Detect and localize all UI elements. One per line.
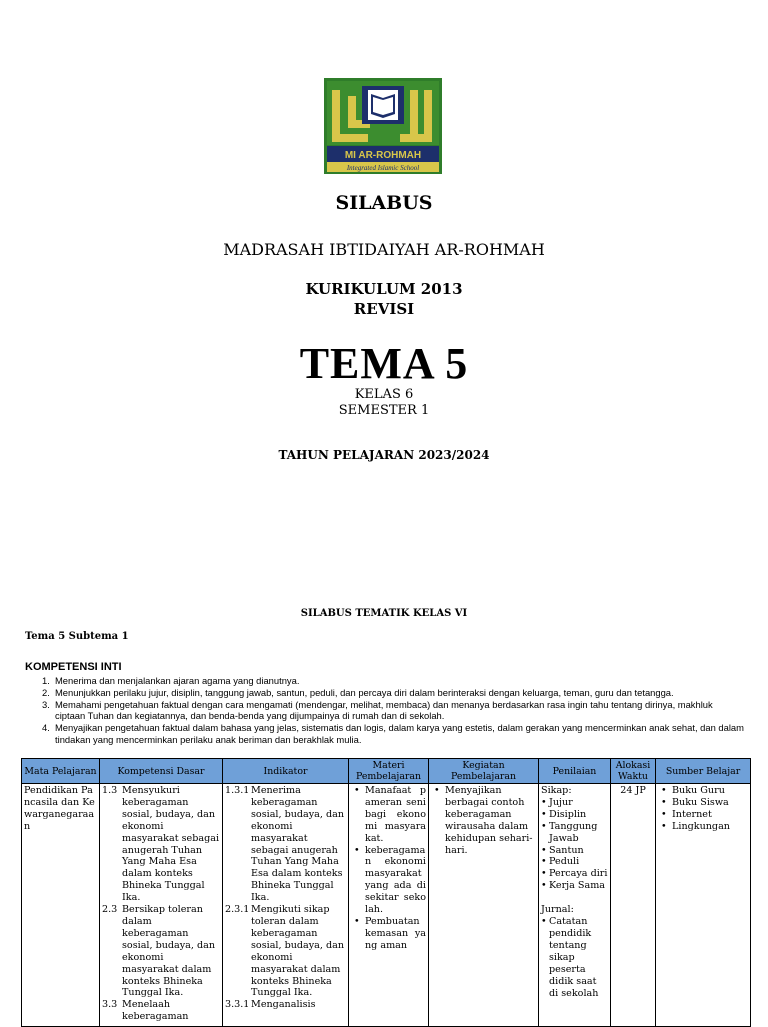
col-header: Penilaian xyxy=(539,759,611,784)
sikap-item: • Santun xyxy=(541,845,608,857)
academic-year: TAHUN PELAJARAN 2023/2024 xyxy=(278,448,490,462)
section-title: SILABUS TEMATIK KELAS VI xyxy=(300,608,468,619)
table-header-row xyxy=(22,759,751,784)
materi-item: • keberagaman ekonomi masyarakat yang ada di sekitar sekolah. xyxy=(351,845,426,916)
indicator-item: 3.3.1 Menganalisis xyxy=(225,999,316,1011)
sikap-item: • Peduli xyxy=(541,856,608,868)
ki-item: 3. Memahami pengetahuan faktual dengan cara mengamati (mendengar, melihat, membaca) dan menanya berdasarkan rasa ingin tahu tentang dirinya, makhluk ciptaan Tuhan dan kegiatannya, dan benda-benda yang dijumpainya di rumah dan di sekolah. xyxy=(42,698,713,722)
cell-mapel: Pendidikan Pancasila dan Kewarganegaraan xyxy=(22,784,100,1027)
col-header: Indikator xyxy=(223,759,349,784)
col-header: Alokasi Waktu xyxy=(611,759,656,784)
sikap-item: • Jujur xyxy=(541,797,608,809)
ki-item: 4. Menyajikan pengetahuan faktual dalam bahasa yang jelas, sistematis dan logis, dalam karya yang estetis, dalam gerakan yang mencerminkan anak sehat, dan dalam tindakan yang mencerminkan perilaku anak beriman dan berakhlak mulia. xyxy=(42,722,744,745)
materi-item: • Pembuatan kemasan yang aman xyxy=(351,916,426,952)
kd-item: 1.3 Mensyukuri keberagaman sosial, budaya, dan ekonomi masyarakat sebagai anugerah Tuhan Yang Maha Esa dalam konteks Bhineka Tunggal Ika. xyxy=(102,785,220,904)
revision-label: REVISI xyxy=(353,300,415,318)
ki-item: 2. Menunjukkan perilaku jujur, disiplin, tanggung jawab, santun, peduli, dan percaya diri dalam berinteraksi dengan keluarga, teman, guru dan tetangga. xyxy=(42,686,674,698)
ki-list xyxy=(25,675,745,746)
cell-indikator xyxy=(223,784,349,1027)
cell-materi xyxy=(349,784,429,1027)
jurnal-item: • Catatan pendidik tentang sikap peserta didik saat di sekolah xyxy=(541,916,608,999)
cell-kd xyxy=(100,784,223,1027)
kegiatan-item: • Menyajikan berbagai contoh keberagaman wirausaha dalam kehidupan sehari-hari. xyxy=(431,785,536,856)
col-header: Materi Pembelajaran xyxy=(349,759,429,784)
table-row xyxy=(22,784,751,1027)
sumber-item: • Internet xyxy=(658,809,748,821)
col-header: Kompetensi Dasar xyxy=(100,759,223,784)
sumber-item: • Buku Siswa xyxy=(658,797,748,809)
kd-item: 2.3 Bersikap toleran dalam keberagaman sosial, budaya, dan ekonomi masyarakat dalam konteks Bhineka Tunggal Ika. xyxy=(102,904,216,999)
materi-item: • Manafaat pameran seni bagi ekonomi masyarakat. xyxy=(351,785,426,845)
col-header: Mata Pelajaran xyxy=(22,759,100,784)
cell-sumber xyxy=(656,784,751,1027)
kd-item: 3.3 Menelaah keberagaman xyxy=(102,999,189,1023)
sikap-item: • Percaya diri xyxy=(541,868,608,880)
sumber-item: • Lingkungan xyxy=(658,821,748,833)
indicator-item: 2.3.1 Mengikuti sikap toleran dalam keberagaman sosial, budaya, dan ekonomi masyarakat dalam konteks Bhineka Tunggal Ika. xyxy=(225,904,345,999)
sikap-label: Sikap: xyxy=(541,785,572,796)
ki-heading: KOMPETENSI INTI xyxy=(25,661,122,673)
semester-label: SEMESTER 1 xyxy=(338,403,430,418)
sikap-item: • Tanggung Jawab xyxy=(541,821,608,845)
cell-alokasi: 24 JP xyxy=(611,784,656,1027)
col-header: Sumber Belajar xyxy=(656,759,751,784)
cell-kegiatan xyxy=(429,784,539,1027)
indicator-item: 1.3.1 Menerima keberagaman sosial, budaya, dan ekonomi masyarakat sebagai anugerah Tuhan Yang Maha Esa dalam konteks Bhineka Tunggal Ika. xyxy=(225,785,345,904)
col-header: Kegiatan Pembelajaran xyxy=(429,759,539,784)
logo-text: MI AR-ROHMAH xyxy=(344,150,422,161)
class-label: KELAS 6 xyxy=(354,387,414,402)
theme-title: TEMA 5 xyxy=(299,339,469,388)
jurnal-label: Jurnal: xyxy=(541,904,574,916)
subtheme-label: Tema 5 Subtema 1 xyxy=(25,631,129,642)
sikap-item: • Disiplin xyxy=(541,809,608,821)
sumber-item: • Buku Guru xyxy=(658,785,748,797)
logo-tagline: Integrated Islamic School xyxy=(346,164,420,172)
document-title: SILABUS xyxy=(335,192,433,214)
sikap-item: • Kerja Sama xyxy=(541,880,608,892)
cell-penilaian xyxy=(539,784,611,1027)
syllabus-table xyxy=(21,758,751,1027)
ki-item: 1. Menerima dan menjalankan ajaran agama yang dianutnya. xyxy=(42,675,300,686)
curriculum-label: KURIKULUM 2013 xyxy=(305,280,463,298)
school-name: MADRASAH IBTIDAIYAH AR-ROHMAH xyxy=(223,240,545,259)
school-logo xyxy=(324,78,442,174)
